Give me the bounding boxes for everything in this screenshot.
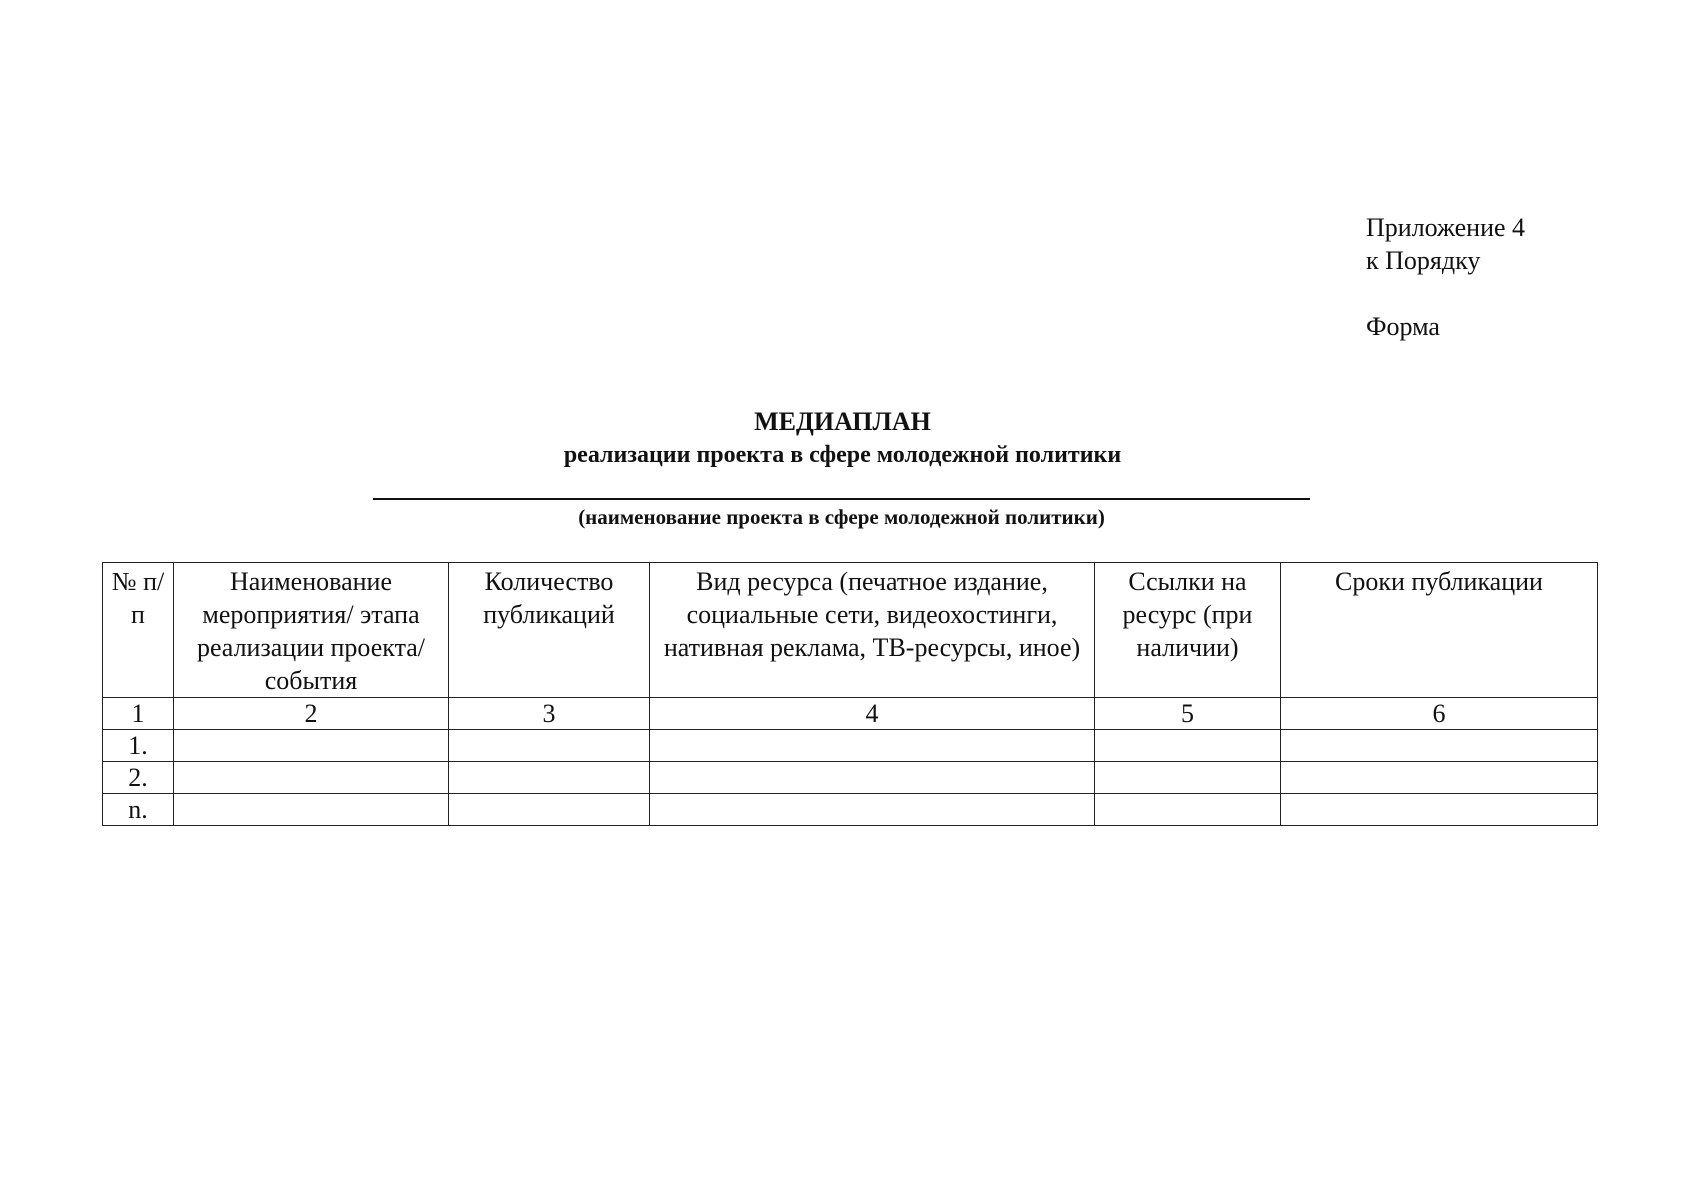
header-resource-links: Ссылки на ресурс (при наличии) [1095,563,1281,698]
column-number: 1 [103,698,174,730]
media-plan-table [102,562,1598,826]
title-block [0,405,1697,471]
table-cell [650,730,1095,762]
table-cell [650,762,1095,794]
column-number-row [103,698,1598,730]
header-publication-dates: Сроки публикации [1281,563,1598,698]
table-cell [1095,730,1281,762]
row-number: 1. [103,730,174,762]
column-number: 3 [449,698,650,730]
column-number: 5 [1095,698,1281,730]
table-cell [449,794,650,826]
document-subtitle: реализации проекта в сфере молодежной политики [563,442,1122,468]
table-cell [174,762,449,794]
table-row [103,794,1598,826]
appendix-reference: к Порядку [1366,246,1481,275]
document-title: МЕДИАПЛАН [754,407,931,436]
appendix-number: Приложение 4 [1366,213,1526,242]
column-number: 4 [650,698,1095,730]
table-cell [174,730,449,762]
row-number: 2. [103,762,174,794]
table-cell [650,794,1095,826]
project-name-blank-line [373,498,1310,500]
project-name-caption: (наименование проекта в сфере молодежной политики) [578,505,1105,529]
row-number: n. [103,794,174,826]
header-row [103,563,1598,698]
header-resource-type: Вид ресурса (печатное издание, социальные сети, видеохостинги, нативная реклама, ТВ-ресурсы, иное) [650,563,1095,698]
table-cell [449,730,650,762]
form-label: Форма [1366,312,1440,341]
table-cell [1281,730,1598,762]
column-number: 6 [1281,698,1598,730]
table-cell [1095,762,1281,794]
header-event-name: Наименование мероприятия/ этапа реализации проекта/события [174,563,449,698]
table-row [103,762,1598,794]
table-cell [1281,762,1598,794]
appendix-note [1366,211,1525,343]
header-number: № п/п [103,563,174,698]
table-cell [1095,794,1281,826]
column-number: 2 [174,698,449,730]
table-row [103,730,1598,762]
header-publication-count: Количество публикаций [449,563,650,698]
table-cell [449,762,650,794]
table-cell [1281,794,1598,826]
table-cell [174,794,449,826]
